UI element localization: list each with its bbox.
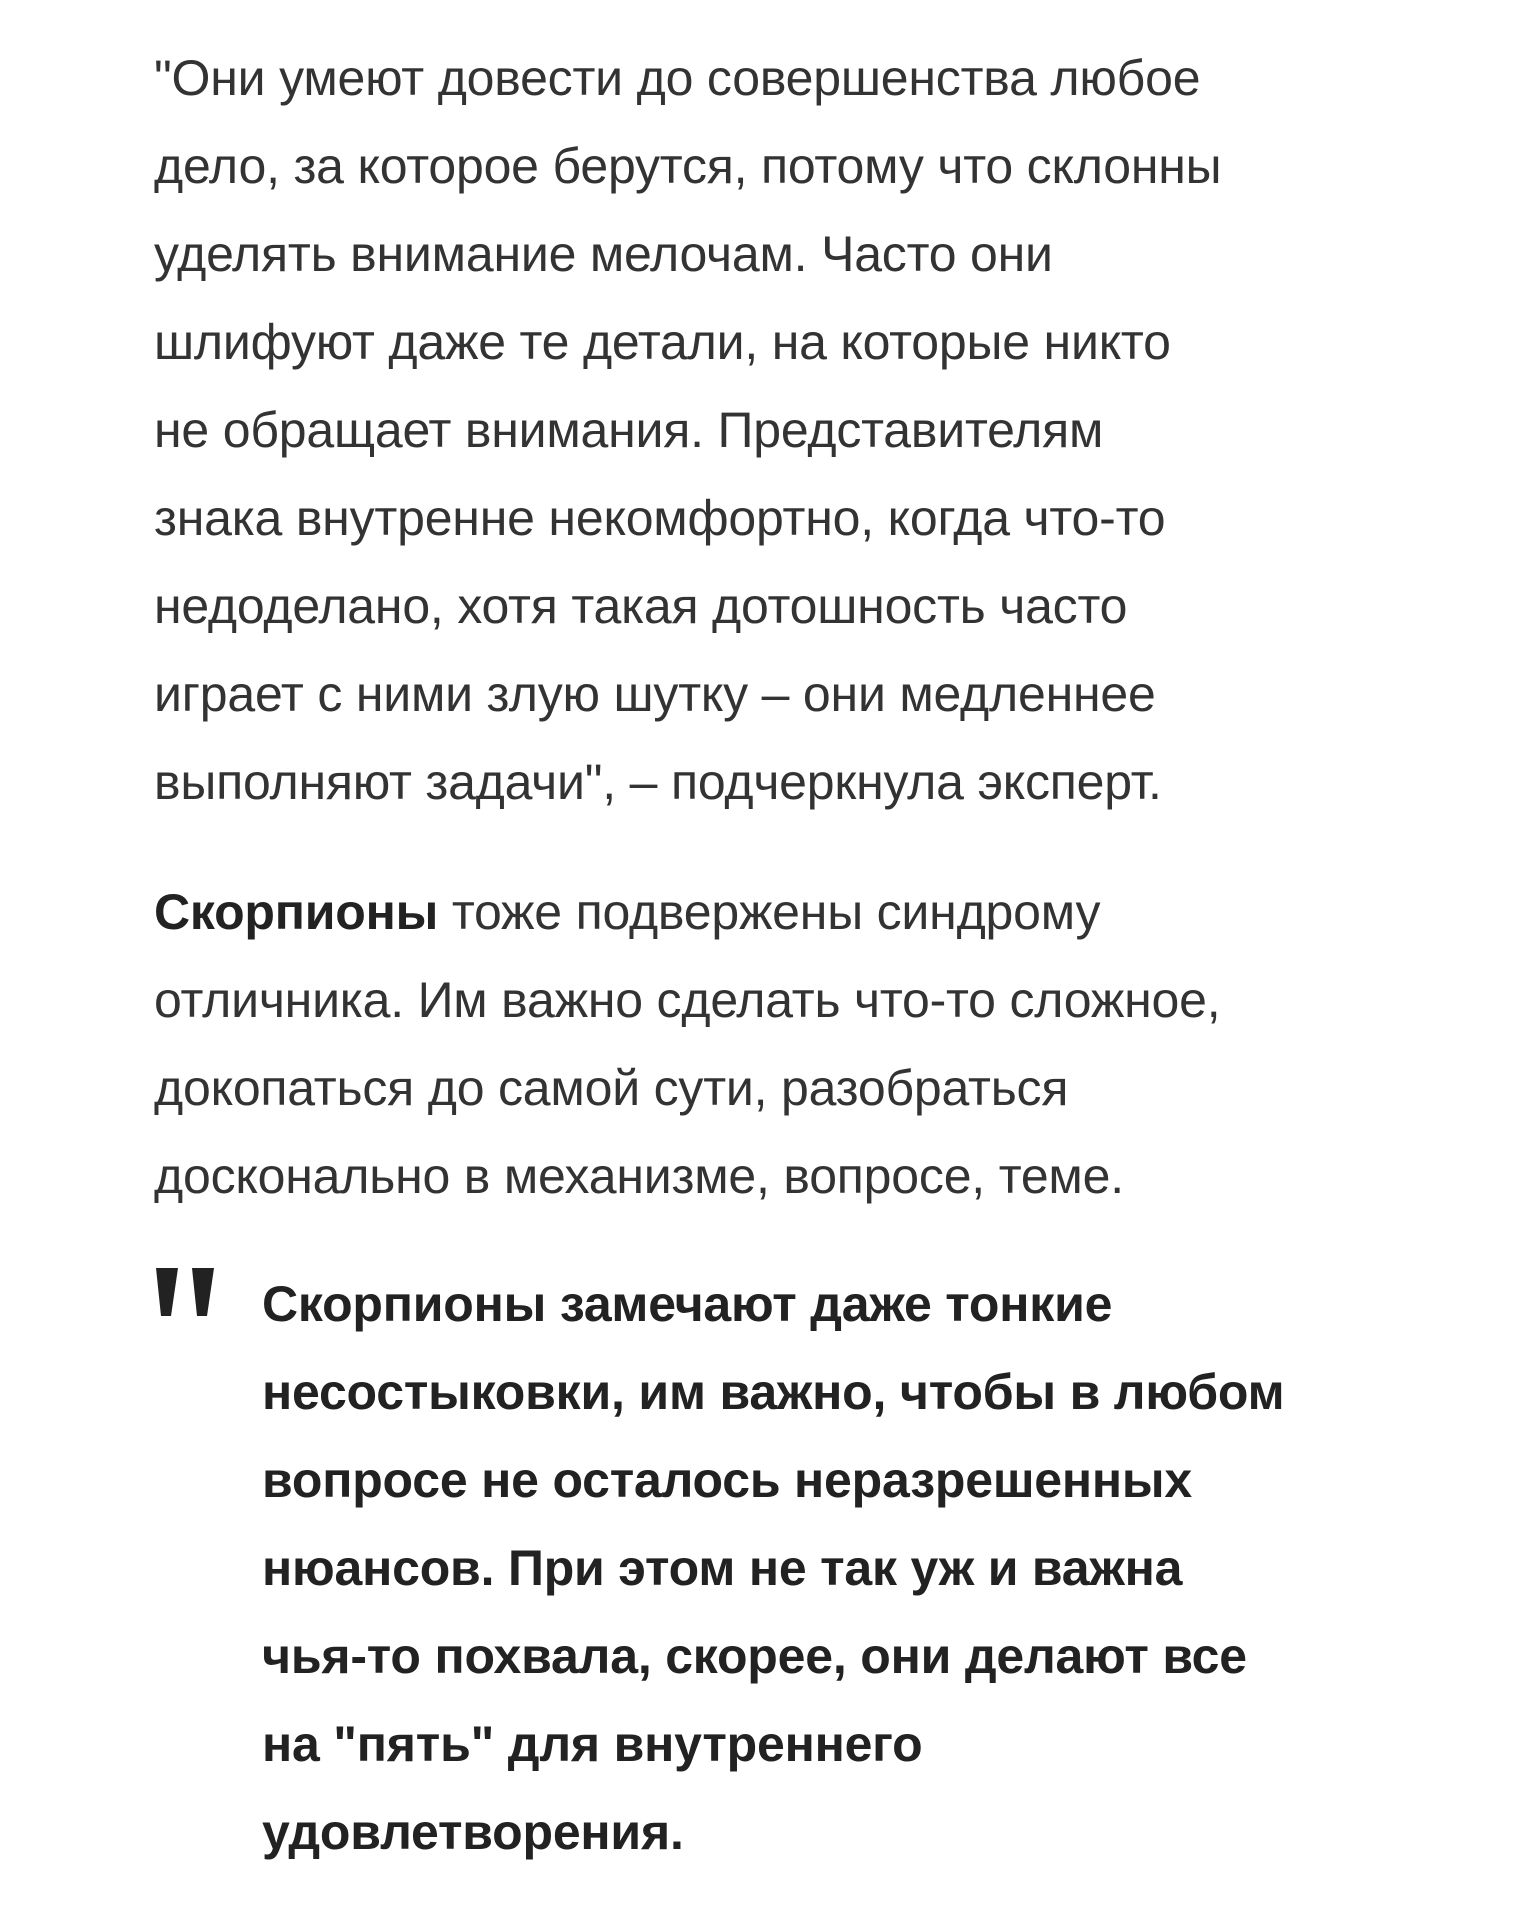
- paragraph-quote-expert: "Они умеют довести до совершенства любое дело, за которое берутся, потому что склонны уделять внимание мелочам. Часто они шлифуют даже те детали, на которые никто не обращает внимания. Представителям знака внутренне некомфортно, когда что-то недоделано, хотя такая дотошность часто играет с ними злую шутку – они медленнее выполняют задачи", – подчеркнула эксперт.: [154, 50, 1222, 810]
- paragraph-lead-bold: Скорпионы: [154, 884, 439, 940]
- pull-quote-text: Скорпионы замечают даже тонкие несостыковки, им важно, чтобы в любом вопросе не осталось неразрешенных нюансов. При этом не так уж и важна чья-то похвала, скорее, они делают все на "пять" для внутреннего удовлетворения.: [262, 1276, 1285, 1860]
- pull-quote: [154, 1260, 1414, 1876]
- paragraph-scorpions: [154, 868, 1414, 1220]
- quote-mark-icon: [152, 1264, 224, 1324]
- article-body: [154, 34, 1414, 1876]
- paragraph-scorpions-text: тоже подвержены синдрому отличника. Им важно сделать что-то сложное, докопаться до самой сути, разобраться досконально в механизме, вопросе, теме.: [154, 884, 1221, 1204]
